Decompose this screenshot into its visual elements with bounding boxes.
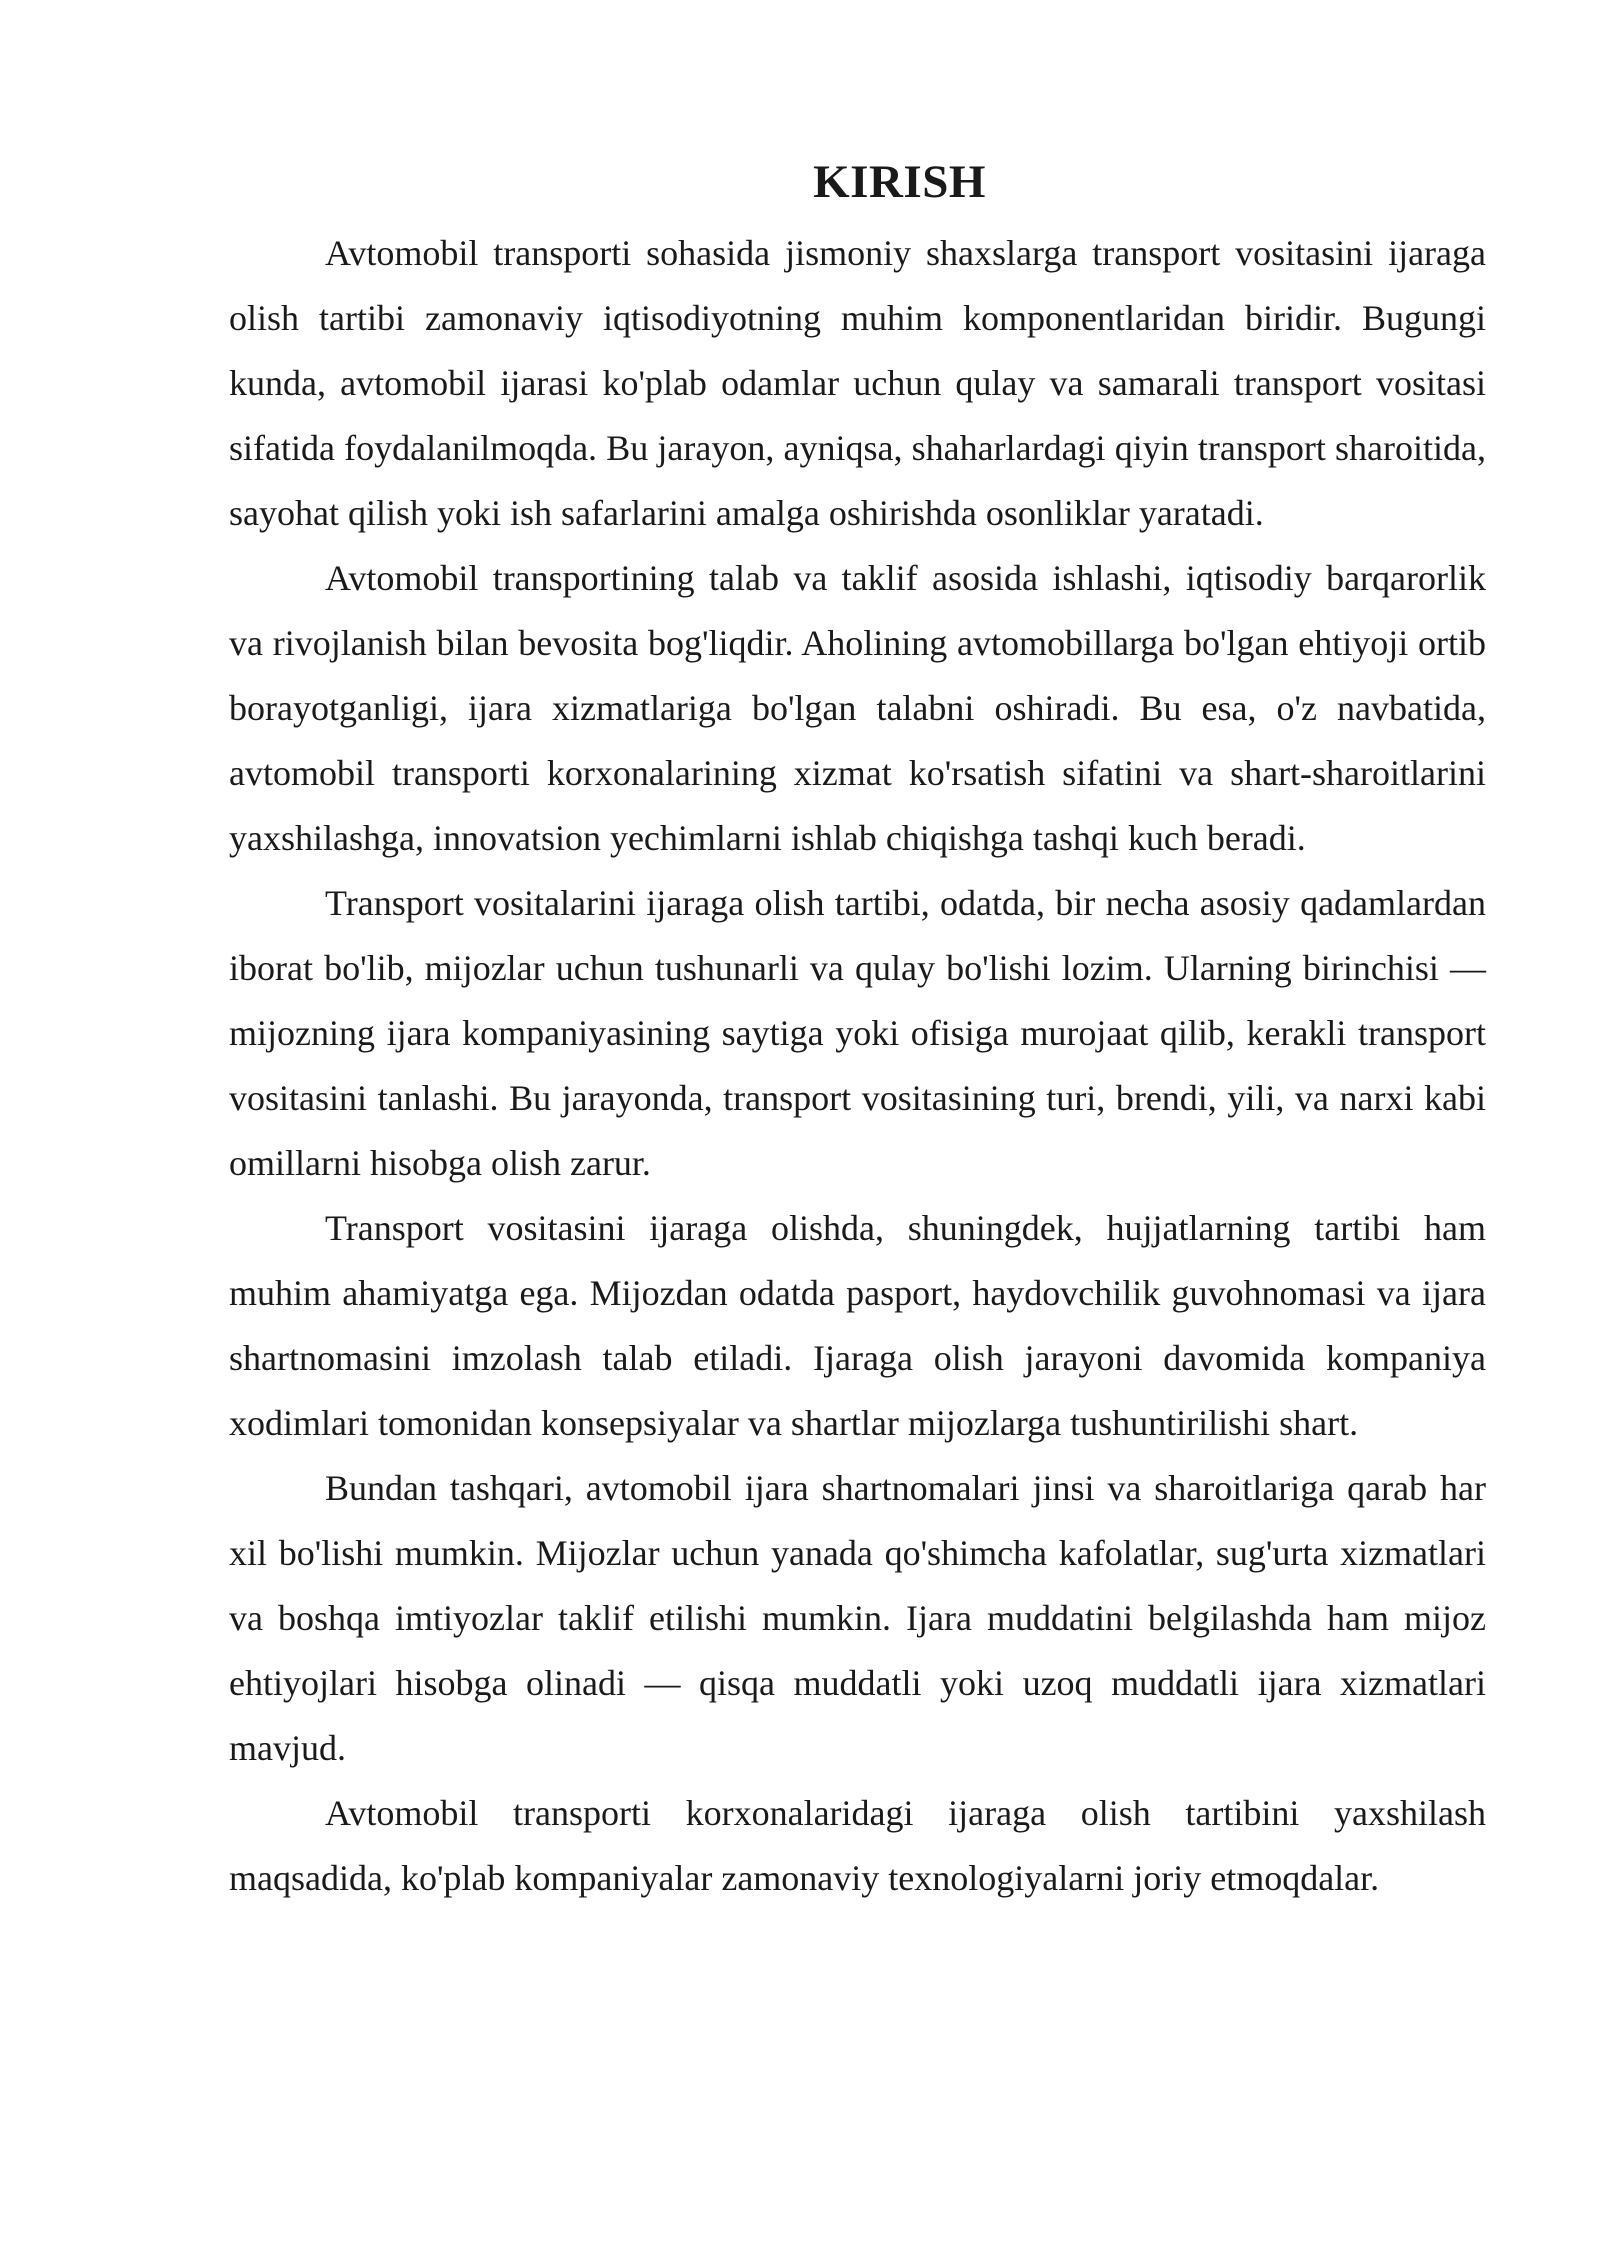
body-paragraph: Avtomobil transporti korxonalaridagi ijaraga olish tartibini yaxshilash maqsadida, ko'plab kompaniyalar zamonaviy texnologiyalarni joriy etmoqdalar.: [229, 1793, 1486, 1898]
body-paragraph: Bundan tashqari, avtomobil ijara shartnomalari jinsi va sharoitlariga qarab har xil bo'lishi mumkin. Mijozlar uchun yanada qo'shimcha kafolatlar, sug'urta xizmatlari va boshqa imtiyozlar taklif etilishi mumkin. Ijara muddatini belgilashda ham mijoz ehtiyojlari hisobga olinadi — qisqa muddatli yoki uzoq muddatli ijara xizmatlari mavjud.: [229, 1468, 1486, 1768]
body-paragraph: Avtomobil transportining talab va taklif asosida ishlashi, iqtisodiy barqarorlik va rivojlanish bilan bevosita bog'liqdir. Aholining avtomobillarga bo'lgan ehtiyoji ortib borayotganligi, ijara xizmatlariga bo'lgan talabni oshiradi. Bu esa, o'z navbatida, avtomobil transporti korxonalarining xizmat ko'rsatish sifatini va shart-sharoitlarini yaxshilashga, innovatsion yechimlarni ishlab chiqishga tashqi kuch beradi.: [229, 558, 1486, 858]
body-paragraph: Transport vositalarini ijaraga olish tartibi, odatda, bir necha asosiy qadamlardan iborat bo'lib, mijozlar uchun tushunarli va qulay bo'lishi lozim. Ularning birinchisi — mijozning ijara kompaniyasining saytiga yoki ofisiga murojaat qilib, kerakli transport vositasini tanlashi. Bu jarayonda, transport vositasining turi, brendi, yili, va narxi kabi omillarni hisobga olish zarur.: [229, 883, 1486, 1183]
page-title: KIRISH: [813, 156, 986, 208]
page-content: [229, 150, 1486, 1911]
body-paragraph: Avtomobil transporti sohasida jismoniy shaxslarga transport vositasini ijaraga olish tartibi zamonaviy iqtisodiyotning muhim komponentlaridan biridir. Bugungi kunda, avtomobil ijarasi ko'plab odamlar uchun qulay va samarali transport vositasi sifatida foydalanilmoqda. Bu jarayon, ayniqsa, shaharlardagi qiyin transport sharoitida, sayohat qilish yoki ish safarlarini amalga oshirishda osonliklar yaratadi.: [229, 233, 1486, 533]
body-paragraph: Transport vositasini ijaraga olishda, shuningdek, hujjatlarning tartibi ham muhim ahamiyatga ega. Mijozdan odatda pasport, haydovchilik guvohnomasi va ijara shartnomasini imzolash talab etiladi. Ijaraga olish jarayoni davomida kompaniya xodimlari tomonidan konsepsiyalar va shartlar mijozlarga tushuntirilishi shart.: [229, 1208, 1486, 1443]
